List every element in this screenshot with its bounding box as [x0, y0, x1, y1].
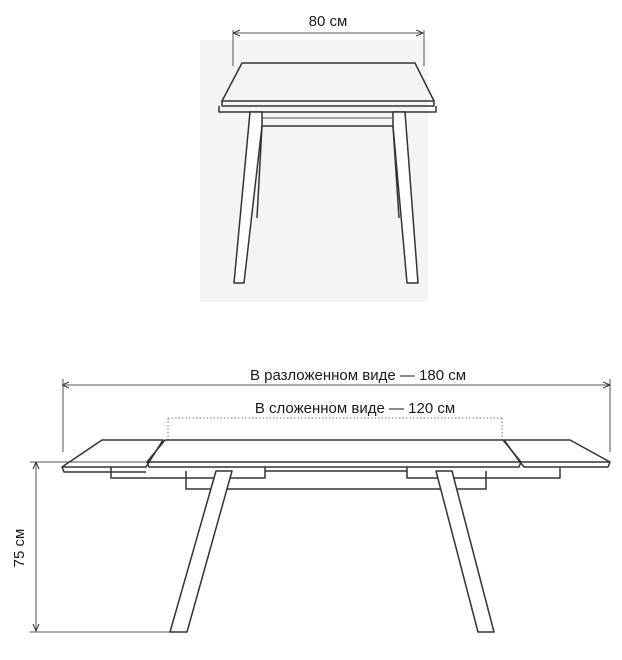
height-dimension — [11, 462, 180, 632]
right-extension-leaf — [504, 440, 610, 462]
side-leg-left — [170, 471, 232, 632]
side-leg-right — [436, 471, 494, 632]
folded-dimension — [168, 400, 502, 440]
width-label: 80 см — [308, 13, 348, 30]
front-view — [200, 13, 436, 302]
right-slide-rail — [407, 467, 560, 478]
side-view — [11, 367, 610, 632]
folded-label: В сложенном виде — 120 см — [254, 400, 456, 417]
unfolded-label: В разложенном виде — 180 см — [249, 367, 467, 384]
center-tabletop — [147, 440, 521, 462]
height-label: 75 см — [11, 528, 28, 568]
